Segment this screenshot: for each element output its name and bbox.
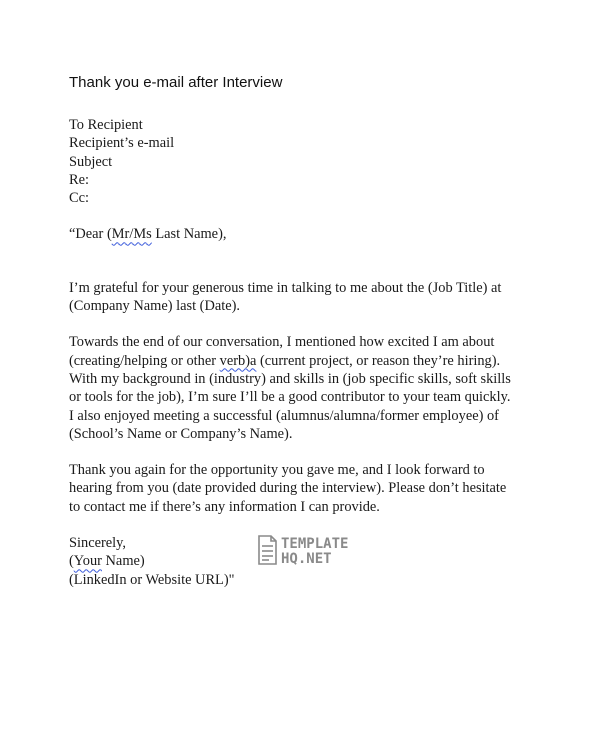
paragraph-3-line: to contact me if there’s any information I can provide. bbox=[69, 498, 380, 515]
paragraph-3 bbox=[69, 461, 569, 516]
letter-title: Thank you e-mail after Interview bbox=[69, 74, 283, 91]
paragraph-2-line: With my background in (industry) and skills in (job specific skills, soft skills bbox=[69, 370, 511, 387]
closing-sincerely: Sincerely, bbox=[69, 535, 127, 552]
header-subject: Subject bbox=[69, 153, 113, 170]
paragraph-2-verb-mark: verb)a bbox=[219, 352, 257, 369]
header-cc: Cc: bbox=[69, 190, 89, 207]
watermark-hq: HQ bbox=[281, 551, 298, 566]
header-email: Recipient’s e-mail bbox=[69, 135, 175, 152]
closing-name-text: Name) bbox=[101, 553, 145, 570]
paragraph-2-line: (School’s Name or Company’s Name). bbox=[69, 425, 293, 442]
salutation-end: Last Name), bbox=[151, 226, 227, 243]
paragraph-2-line: Towards the end of our conversation, I mentioned how excited I am about bbox=[69, 334, 495, 351]
paragraph-2-text: (creating/helping or other bbox=[69, 352, 220, 369]
paragraph-2-line: I also enjoyed meeting a successful (alumnus/alumna/former employee) of bbox=[69, 407, 499, 424]
watermark-line2 bbox=[281, 551, 332, 566]
paragraph-1-line: I’m grateful for your generous time in talking to me about the (Job Title) at bbox=[69, 279, 502, 296]
salutation-title-mark: Mr/Ms bbox=[111, 226, 152, 243]
closing-url: (LinkedIn or Website URL)" bbox=[69, 571, 235, 588]
paragraph-2-line bbox=[69, 352, 569, 370]
paragraph-1 bbox=[69, 279, 569, 316]
salutation-start: “Dear ( bbox=[69, 226, 112, 243]
paragraph-2-text: (current project, or reason they’re hiring). bbox=[256, 352, 501, 369]
closing-name-mark: Your bbox=[73, 553, 102, 570]
header-re: Re: bbox=[69, 171, 89, 188]
closing-name-text: ( bbox=[69, 553, 74, 570]
paragraph-3-line: hearing from you (date provided during the interview). Please don’t hesitate bbox=[69, 480, 507, 497]
paragraph-2-line: or tools for the job), I’m sure I’ll be a good contributor to your team quickly. bbox=[69, 389, 511, 406]
watermark-net: .NET bbox=[297, 551, 332, 566]
paragraph-3-line: Thank you again for the opportunity you gave me, and I look forward to bbox=[69, 462, 485, 479]
header-block bbox=[69, 116, 569, 207]
document-icon bbox=[259, 536, 276, 564]
templatehq-watermark bbox=[257, 534, 377, 566]
paragraph-2 bbox=[69, 333, 569, 443]
watermark-line1: TEMPLATE bbox=[281, 536, 349, 552]
letter-body bbox=[69, 116, 569, 589]
header-to: To Recipient bbox=[69, 117, 143, 133]
salutation bbox=[69, 225, 569, 243]
paragraph-1-line: (Company Name) last (Date). bbox=[69, 298, 241, 315]
